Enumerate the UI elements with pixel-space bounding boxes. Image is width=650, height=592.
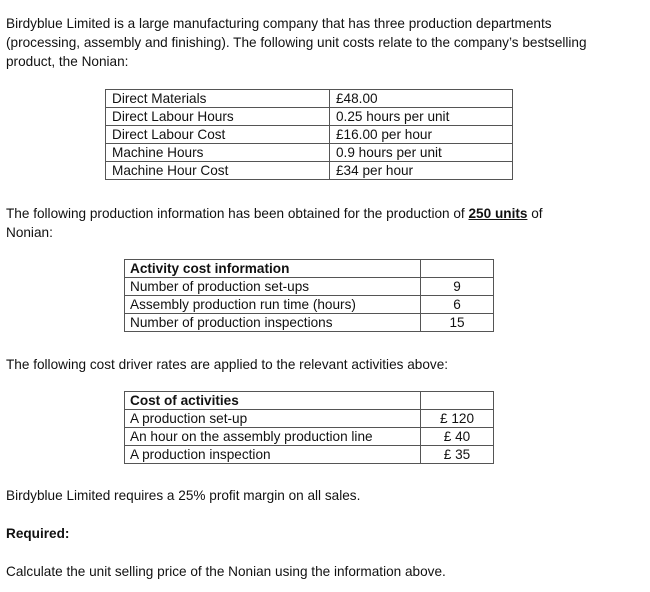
cost-activity-label: A production set-up <box>125 410 421 428</box>
profit-margin-text: Birdyblue Limited requires a 25% profit margin on all sales. <box>6 488 361 503</box>
table-row <box>106 90 513 108</box>
cost-value: 0.9 hours per unit <box>330 144 513 162</box>
task-text: Calculate the unit selling price of the Nonian using the information above. <box>6 564 446 579</box>
intro-line-3: product, the Nonian: <box>6 54 129 69</box>
cost-activity-value: £ 35 <box>421 446 494 464</box>
table-row <box>125 428 494 446</box>
table-row <box>125 410 494 428</box>
activity-value: 9 <box>421 278 494 296</box>
cost-value: £34 per hour <box>330 162 513 180</box>
activity-value: 15 <box>421 314 494 332</box>
driver-rates-text: The following cost driver rates are applied to the relevant activities above: <box>6 357 449 372</box>
cost-value: 0.25 hours per unit <box>330 108 513 126</box>
activity-header: Activity cost information <box>125 260 421 278</box>
cost-activity-value: £ 120 <box>421 410 494 428</box>
activity-value: 6 <box>421 296 494 314</box>
cost-activities-header-empty <box>421 392 494 410</box>
unit-costs-table <box>105 89 513 180</box>
table-row <box>106 162 513 180</box>
cost-activity-value: £ 40 <box>421 428 494 446</box>
intro-line-1: Birdyblue Limited is a large manufacturing company that has three production departments <box>6 16 552 31</box>
cost-label: Direct Materials <box>106 90 330 108</box>
cost-activities-table <box>124 391 494 464</box>
table-header-row <box>125 392 494 410</box>
production-info-of: of <box>531 206 543 221</box>
table-row <box>106 144 513 162</box>
production-info-line-2: Nonian: <box>6 225 53 240</box>
cost-value: £48.00 <box>330 90 513 108</box>
table-row <box>125 314 494 332</box>
required-label: Required: <box>6 526 70 541</box>
intro-line-2: (processing, assembly and finishing). The following unit costs relate to the company’s bestselling <box>6 35 587 50</box>
table-row <box>125 296 494 314</box>
activity-label: Number of production inspections <box>125 314 421 332</box>
activity-header-empty <box>421 260 494 278</box>
cost-label: Direct Labour Cost <box>106 126 330 144</box>
production-info-text: The following production information has been obtained for the production of <box>6 206 465 221</box>
table-row <box>106 126 513 144</box>
activity-label: Number of production set-ups <box>125 278 421 296</box>
cost-label: Direct Labour Hours <box>106 108 330 126</box>
activity-table <box>124 259 494 332</box>
table-header-row <box>125 260 494 278</box>
cost-activity-label: A production inspection <box>125 446 421 464</box>
cost-label: Machine Hours <box>106 144 330 162</box>
table-row <box>106 108 513 126</box>
cost-activities-header: Cost of activities <box>125 392 421 410</box>
activity-label: Assembly production run time (hours) <box>125 296 421 314</box>
table-row <box>125 446 494 464</box>
table-row <box>125 278 494 296</box>
units-highlight: 250 units <box>468 206 528 221</box>
cost-activity-label: An hour on the assembly production line <box>125 428 421 446</box>
cost-label: Machine Hour Cost <box>106 162 330 180</box>
production-info-line-1 <box>6 204 612 223</box>
cost-value: £16.00 per hour <box>330 126 513 144</box>
